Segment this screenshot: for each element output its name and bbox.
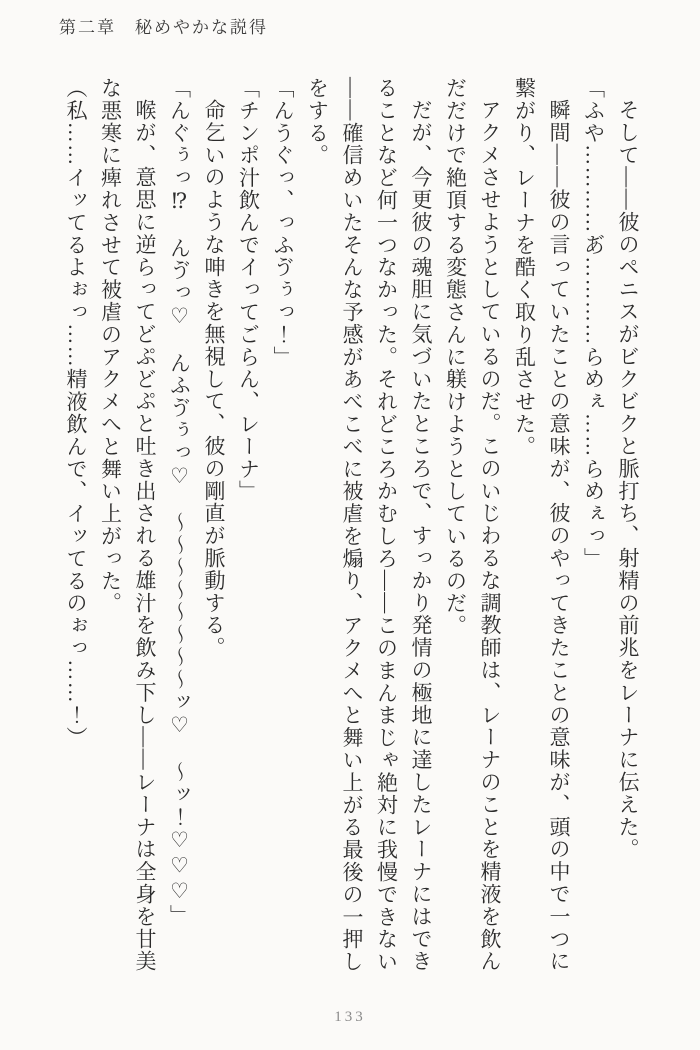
body-text <box>59 77 646 982</box>
paragraph: 「んうぐっ、っふゔぅっ！」 <box>271 77 295 369</box>
chapter-header: 第二章 秘めやかな説得 <box>59 18 268 37</box>
page-number: 133 <box>334 1009 366 1025</box>
paragraph: 「チンポ汁飲んでイってごらん、レーナ」 <box>236 77 261 503</box>
paragraph: 喉が、意思に逆らってどぷどぷと吐き出される雄汁を飲み下し――レーナは全身を甘美な悪寒に痺れさせて被虐のアクメへと舞い上がった。 <box>98 77 157 973</box>
paragraph: 「ふや…………あ゙…………らめぇ……らめぇっ」 <box>581 77 606 570</box>
paragraph: 「んぐぅっ⁉ んゔっ♡ んふゔぅっ♡ 〜〜〜〜〜〜〜〜ッ♡ 〜ッ！♡♡♡」 <box>167 77 192 927</box>
paragraph: そして――彼のペニスがビクビクと脈打ち、射精の前兆をレーナに伝えた。 <box>616 99 640 861</box>
paragraph: 瞬間――彼の言っていたことの意味が、彼のやってきたことの意味が、頭の中で一つに繋がり、レーナを酷く取り乱させた。 <box>512 77 571 973</box>
paragraph: 命乞いのような呻きを無視して、彼の剛直が脈動する。 <box>202 99 226 660</box>
paragraph: だが、今更彼の魂胆に気づいたところで、すっかり発情の極地に達したレーナにはできることなど何一つなかった。それどころかむしろ――このまんまじゃ絶対に我慢できない――確信めいたそんな予感があべこべに被虐を煽り、アクメへと舞い上がる最後の一押しをする。 <box>305 77 433 973</box>
paragraph: （私……イッてるよぉっ……精液飲んで、イッてるのぉっ……！） <box>64 77 88 749</box>
paragraph: アクメさせようとしているのだ。このいじわるな調教師は、レーナのことを精液を飲んだだけで絶頂する変態さんに躾けようとしているのだ。 <box>443 77 502 973</box>
